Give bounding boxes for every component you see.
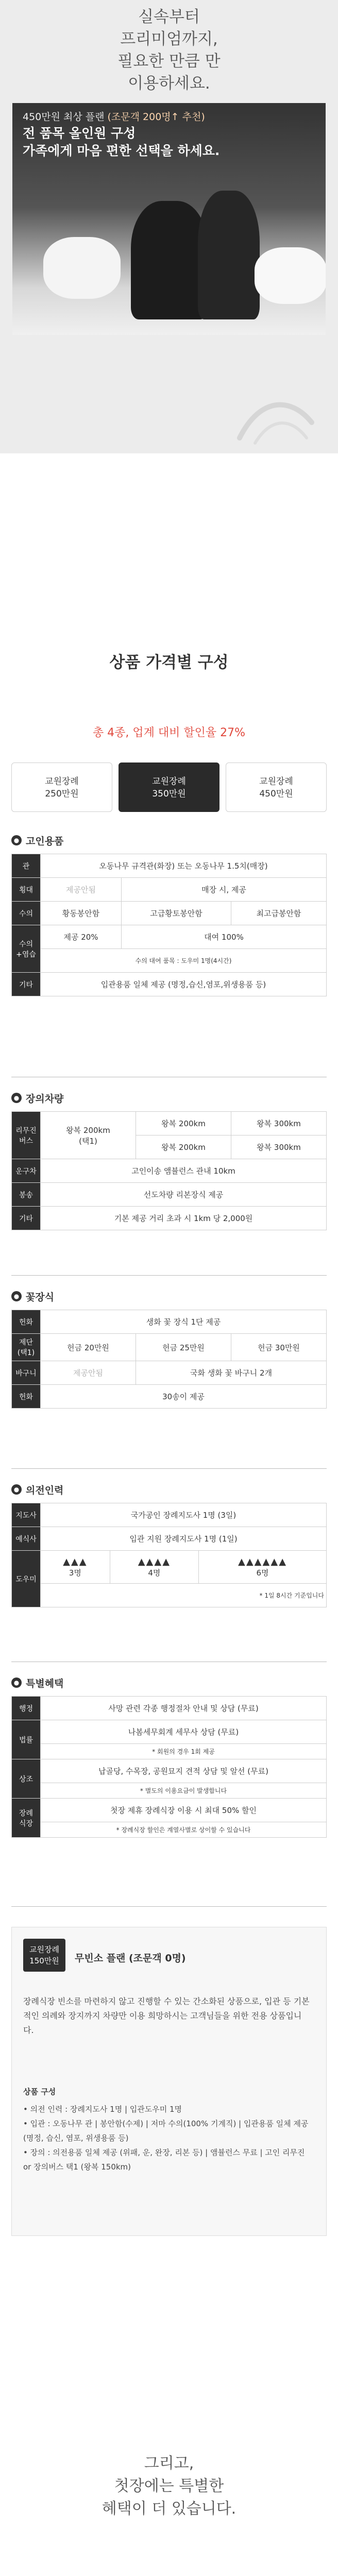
table-cell: 제공안됨	[41, 1361, 136, 1385]
table-cell: 납골당, 수목장, 공원묘지 견적 상담 및 알선 (무료)	[41, 1759, 327, 1783]
table-note: * 별도의 이용요금이 발생합니다	[41, 1783, 327, 1799]
row-label: 횡대	[12, 878, 41, 902]
table-row	[12, 1584, 327, 1607]
benefits-title: 그리고, 첫장에는 특별한 혜택이 더 있습니다.	[102, 2454, 236, 2518]
table-cell: 국가공인 장례지도사 1명 (3일)	[41, 1503, 327, 1527]
table-row	[12, 925, 327, 949]
person-icons: ▲▲▲▲▲▲	[238, 1556, 288, 1567]
table-cell: 왕복 200km	[136, 1112, 231, 1136]
group-title: 꽃장식	[26, 1291, 55, 1303]
table-cell: 제공 20%	[41, 925, 122, 949]
table-note: 수의 대여 품목 : 도우미 1명(4시간)	[41, 949, 327, 973]
group-header	[11, 832, 327, 849]
group-dot-icon: ●	[11, 1093, 22, 1103]
table-row	[12, 1334, 327, 1361]
table-row	[12, 1385, 327, 1409]
special-table	[11, 1696, 327, 1838]
hero-caption-prefix: 450만원 최상 플랜	[23, 111, 105, 123]
divider	[11, 1906, 327, 1907]
hero-line: 이용하세요.	[128, 74, 210, 93]
hero-line: 필요한 만큼 만	[117, 52, 221, 71]
price-section-subtitle: 총 4종, 업계 대비 할인율 27%	[92, 726, 246, 739]
group-dot-icon: ●	[11, 835, 22, 845]
group-title: 특별혜택	[26, 1677, 64, 1689]
row-label: 기타	[12, 973, 41, 996]
table-row	[12, 902, 327, 925]
plan-heading: 무빈소 플랜 (조문객 0명)	[75, 1953, 186, 1964]
table-row	[12, 1822, 327, 1838]
table-row	[12, 878, 327, 902]
group-header	[11, 1674, 327, 1691]
table-cell: 헌금 20만원	[41, 1334, 136, 1361]
table-cell	[199, 1551, 327, 1584]
group-staff	[11, 1481, 327, 1607]
table-cell	[110, 1551, 198, 1584]
group-coffin	[11, 832, 327, 996]
group-special	[11, 1674, 327, 1838]
row-label: 장례 식장	[12, 1799, 41, 1838]
price-section-header	[0, 649, 338, 740]
table-cell: 국화 생화 꽃 바구니 2개	[136, 1361, 327, 1385]
table-row	[12, 1310, 327, 1334]
row-label: 헌화	[12, 1385, 41, 1409]
table-cell: 매장 시, 제공	[122, 878, 327, 902]
divider	[11, 1275, 327, 1276]
table-cell: 오동나무 규격관(화장) 또는 오동나무 1.5치(매장)	[41, 854, 327, 878]
table-cell: 선도차량 리본장식 제공	[41, 1183, 327, 1207]
price-section-title: 상품 가격별 구성	[109, 653, 229, 672]
table-cell: 제공안됨	[41, 878, 122, 902]
staff-count: 6명	[256, 1568, 269, 1578]
person-icons: ▲▲▲	[63, 1556, 88, 1567]
table-cell: 황동봉안함	[41, 902, 122, 925]
group-title: 장의차량	[26, 1093, 64, 1105]
row-label: 봉송	[12, 1183, 41, 1207]
plan-list	[23, 2084, 312, 2174]
table-row	[12, 1159, 327, 1183]
tab-350[interactable]: 교원장례 350만원	[119, 762, 219, 812]
row-label: 수의 +염습	[12, 925, 41, 973]
table-cell: 나봄세무회계 세무사 상담 (무료)	[41, 1720, 327, 1744]
table-cell: 30송이 제공	[41, 1385, 327, 1409]
staff-count: 4명	[148, 1568, 161, 1578]
table-cell: 왕복 200km	[136, 1136, 231, 1159]
table-note: * 회원의 경우 1회 제공	[41, 1744, 327, 1759]
table-cell: 헌금 30만원	[231, 1334, 327, 1361]
price-tabs	[11, 762, 327, 812]
group-dot-icon: ●	[11, 1291, 22, 1301]
list-item: • 의전 인력 : 장례지도사 1명 | 입관도우미 1명	[23, 2105, 182, 2114]
table-row	[12, 1697, 327, 1720]
table-row	[12, 1207, 327, 1230]
row-label: 도우미	[12, 1551, 41, 1607]
table-cell: 입관 지원 장례지도사 1명 (1일)	[41, 1527, 327, 1551]
table-row	[12, 1551, 327, 1584]
table-row	[12, 1720, 327, 1744]
table-cell: 사망 관련 각종 행정절차 안내 및 상담 (무료)	[41, 1697, 327, 1720]
table-row	[12, 1799, 327, 1822]
row-label: 관	[12, 854, 41, 878]
table-cell: 고급황토봉안함	[122, 902, 231, 925]
table-row	[12, 854, 327, 878]
group-header	[11, 1090, 327, 1106]
table-cell: 생화 꽃 장식 1단 제공	[41, 1310, 327, 1334]
table-cell: 첫장 제휴 장례식장 이용 시 최대 50% 할인	[41, 1799, 327, 1822]
hero-line: 실속부터	[138, 8, 200, 26]
table-cell: 왕복 300km	[231, 1112, 327, 1136]
table-row	[12, 1112, 327, 1136]
list-item: • 입관 : 오동나무 관 | 봉안함(수제) | 저마 수의(100% 기계직) | 입관용품 일체 제공 (명정, 습신, 염포, 위생용품 등)	[23, 2119, 309, 2143]
staff-table	[11, 1503, 327, 1607]
plan-list-title: 상품 구성	[23, 2087, 56, 2096]
row-label: 리무진 버스	[12, 1112, 41, 1159]
hero-caption-highlight: (조문객 200명↑ 추천)	[107, 111, 205, 123]
group-flower	[11, 1288, 327, 1409]
hero-caption-main: 전 품목 올인원 구성 가족에게 마음 편한 선택을 하세요.	[23, 126, 220, 158]
row-label: 운구차	[12, 1159, 41, 1183]
staff-count: 3명	[69, 1568, 81, 1578]
list-item: • 장의 : 의전용품 일체 제공 (위패, 운, 완장, 리본 등) | 앰뷸런스 무료 | 고인 리무진 or 장의버스 택1 (왕복 150km)	[23, 2148, 305, 2172]
group-vehicle	[11, 1090, 327, 1230]
vehicle-table	[11, 1111, 327, 1230]
watermark-brush-icon	[234, 392, 317, 448]
flower-table	[11, 1310, 327, 1409]
group-header	[11, 1481, 327, 1498]
plan-badge: 교원장례 150만원	[23, 1939, 65, 1972]
row-label: 바구니	[12, 1361, 41, 1385]
table-cell: 왕복 200km (택1)	[41, 1112, 136, 1159]
table-row	[12, 1361, 327, 1385]
table-cell: 대여 100%	[122, 925, 327, 949]
table-cell: 헌금 25만원	[136, 1334, 231, 1361]
row-label: 헌화	[12, 1310, 41, 1334]
group-dot-icon: ●	[11, 1484, 22, 1495]
coffin-table	[11, 854, 327, 996]
table-cell	[41, 1551, 110, 1584]
table-note: * 1일 8시간 기준입니다	[41, 1584, 327, 1607]
plan-description: 장례식장 빈소를 마련하지 않고 진행할 수 있는 간소화된 상품으로, 입관 등 기본적인 의례와 장지까지 차량만 이용 희망하시는 고객님들을 위한 전용 상품입니다.	[23, 1996, 310, 2035]
hero-title	[0, 6, 338, 95]
row-label: 상조	[12, 1759, 41, 1799]
table-row	[12, 1527, 327, 1551]
hero-section	[0, 0, 338, 453]
table-cell: 입관용품 일체 제공 (명정,습신,염포,위생용품 등)	[41, 973, 327, 996]
person-icons: ▲▲▲▲	[138, 1556, 171, 1567]
table-cell: 왕복 300km	[231, 1136, 327, 1159]
row-label: 지도사	[12, 1503, 41, 1527]
row-label: 수의	[12, 902, 41, 925]
table-row	[12, 973, 327, 996]
table-cell: 최고급봉안함	[231, 902, 326, 925]
hero-caption-plan	[23, 109, 205, 123]
divider	[11, 1468, 327, 1469]
table-row	[12, 1744, 327, 1759]
table-row	[12, 949, 327, 973]
hero-line: 프리미엄까지,	[120, 30, 218, 48]
row-label: 법률	[12, 1720, 41, 1759]
table-note: * 장례식장 할인은 계열사별로 상이할 수 있습니다	[41, 1822, 327, 1838]
table-cell: 고인이송 앰뷸런스 관내 10km	[41, 1159, 327, 1183]
benefits-section	[0, 2452, 338, 2520]
row-label: 행정	[12, 1697, 41, 1720]
table-row	[12, 1503, 327, 1527]
row-label: 제단 (택1)	[12, 1334, 41, 1361]
group-header	[11, 1288, 327, 1304]
table-row	[12, 1783, 327, 1799]
group-dot-icon: ●	[11, 1677, 22, 1688]
tab-250[interactable]: 교원장례 250만원	[11, 762, 112, 812]
row-label: 예식사	[12, 1527, 41, 1551]
table-row	[12, 1759, 327, 1783]
table-row	[12, 1183, 327, 1207]
no-mortuary-plan	[11, 1927, 327, 2236]
tab-450[interactable]: 교원장례 450만원	[226, 762, 327, 812]
group-title: 의전인력	[26, 1484, 64, 1496]
group-title: 고인용품	[26, 835, 64, 847]
row-label: 기타	[12, 1207, 41, 1230]
table-cell: 기본 제공 거리 초과 시 1km 당 2,000원	[41, 1207, 327, 1230]
